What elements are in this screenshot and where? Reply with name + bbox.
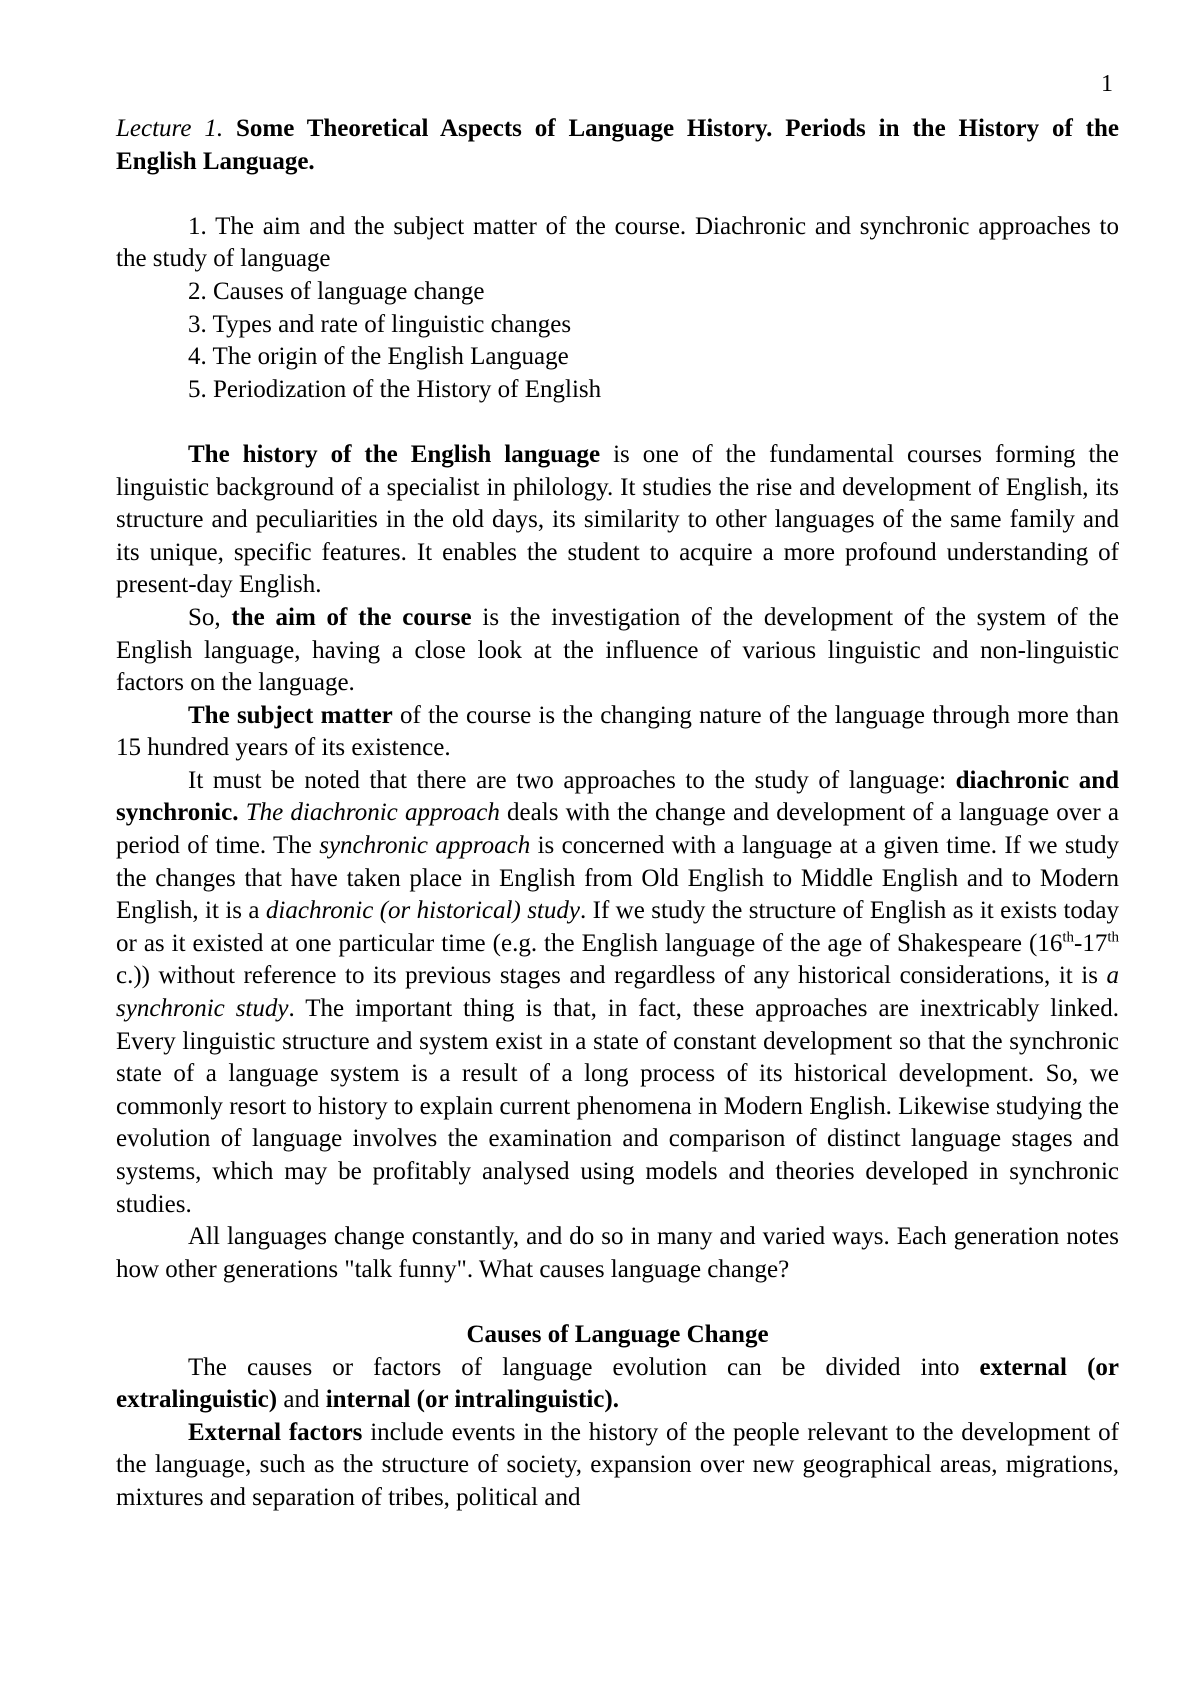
paragraph-external-factors	[116, 1417, 1119, 1515]
text: . The important thing is that, in fact, these approaches are inextricably linked. Every linguistic structure and system exist in a state of constant development so that the synchronic state of a language system is a result of a long process of its historical development. So, we commonly resort to history to explain current phenomena in Modern English. Likewise studying the evolution of language involves the examination and comparison of distinct language stages and systems, which may be profitably analysed using models and theories developed in synchronic studies.	[116, 995, 1119, 1218]
section-heading	[116, 1319, 1119, 1352]
paragraph-language-change: All languages change constantly, and do so in many and varied ways. Each generation notes how other generations "talk funny". What causes language change?	[116, 1223, 1119, 1283]
paragraph-aim	[116, 602, 1119, 700]
text: of the course is the changing nature of the language through more than 15 hundred years of its existence.	[116, 701, 1119, 762]
plan-item-3: 3. Types and rate of linguistic changes	[188, 310, 572, 338]
text: The causes or factors of language evolution can be divided into	[188, 1353, 980, 1381]
plan-item-2: 2. Causes of language change	[188, 277, 485, 305]
text: deals with the change and development of a language over a period of time. The	[116, 799, 1119, 860]
term-synchronic-study: a synchronic study	[116, 962, 1119, 1023]
paragraph-history	[116, 439, 1119, 602]
term-synchronic-approach: synchronic approach	[319, 832, 531, 860]
paragraph-approaches	[116, 765, 1119, 1221]
term-external-factors: External factors	[188, 1418, 363, 1446]
lecture-title	[116, 113, 1119, 178]
term-diachronic-approach: The diachronic approach	[245, 799, 500, 827]
term-history-of-english: The history of the English language	[188, 440, 601, 468]
text	[238, 799, 245, 826]
lecture-title-text: Some Theoretical Aspects of Language History. Periods in the History of the English Language.	[116, 115, 1120, 175]
superscript: th	[1062, 929, 1074, 946]
term-external: external (or extralinguistic)	[116, 1353, 1119, 1414]
superscript: th	[1107, 929, 1119, 946]
text: . If we study the structure of English as it exists today or as it existed at one particular time (e.g. the English language of the age of Shakespeare (16	[116, 897, 1120, 957]
plan-item-1: 1. The aim and the subject matter of the course. Diachronic and synchronic approaches to the study of language	[116, 212, 1119, 273]
term-internal: internal (or intralinguistic).	[325, 1386, 619, 1414]
text: So,	[188, 603, 232, 631]
plan-item-4: 4. The origin of the English Language	[188, 343, 569, 371]
text: It must be noted that there are two approaches to the study of language:	[188, 766, 956, 794]
text: is one of the fundamental courses forming the linguistic background of a specialist in philology. It studies the rise and development of English, its structure and peculiarities in the old days, its similarity to other languages of the same family and its unique, specific features. It enables the student to acquire a more profound understanding of present-day English.	[116, 440, 1120, 599]
text: c.)) without reference to its previous stages and regardless of any historical considerations, it is	[116, 962, 1107, 990]
text: include events in the history of the people relevant to the development of the language, such as the structure of society, expansion over new geographical areas, migrations, mixtures and separation of tribes, political and	[116, 1418, 1119, 1511]
text: and	[277, 1386, 326, 1414]
document-body	[116, 113, 1119, 1515]
text: is the investigation of the development of the system of the English language, having a close look at the influence of various linguistic and non-linguistic factors on the language.	[116, 603, 1120, 697]
paragraph-causes	[116, 1352, 1119, 1417]
section-heading-text: Causes of Language Change	[466, 1320, 769, 1348]
term-diachronic-study: diachronic (or historical) study	[265, 897, 580, 925]
term-diachronic-synchronic: diachronic and synchronic.	[116, 766, 1119, 827]
plan-item-5: 5. Periodization of the History of English	[188, 375, 602, 403]
lecture-label: Lecture 1.	[116, 115, 224, 142]
term-subject-matter: The subject matter	[188, 701, 393, 729]
paragraph-subject-matter	[116, 700, 1119, 765]
page-number: 1	[1101, 71, 1113, 97]
term-aim-of-course: the aim of the course	[231, 603, 472, 631]
text: -17	[1074, 929, 1108, 957]
text: is concerned with a language at a given time. If we study the changes that have taken place in English from Old English to Middle English and to Modern English, it is a	[116, 832, 1119, 925]
